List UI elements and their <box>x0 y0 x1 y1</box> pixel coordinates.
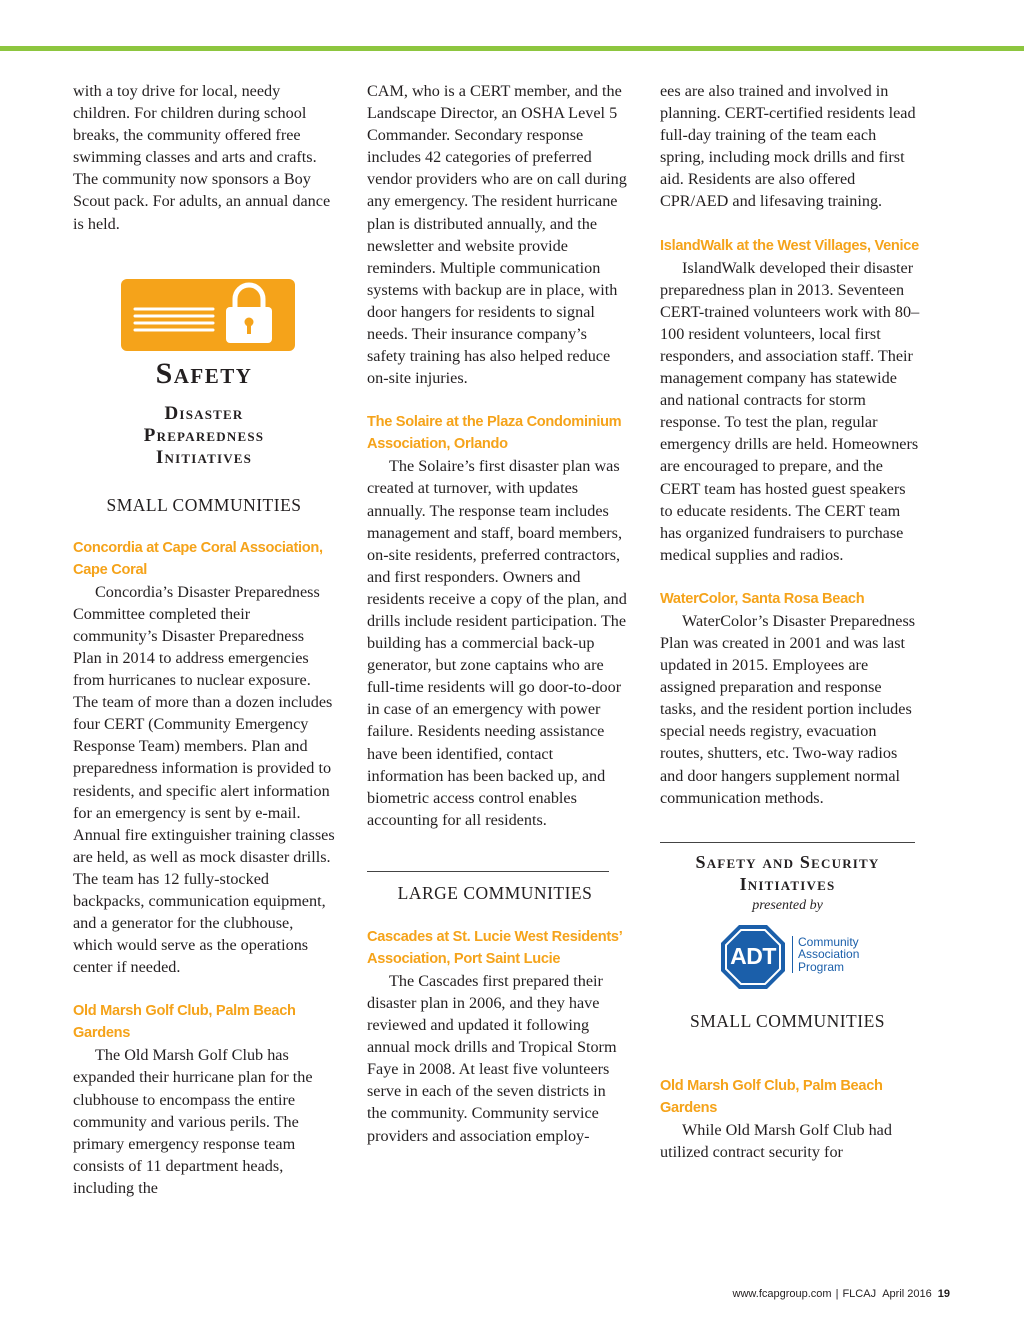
adt-program-line-3: Program <box>798 959 845 974</box>
entry-text-islandwalk: IslandWalk developed their disaster preparedness plan in 2013. Seventeen CERT-trained volunteers work with 80–100 resident volunteers, local first responders, and association staff. Their management company has statewide and national contracts for storm response. To test the plan, regular emergency drills are held. Homeowners are encouraged to prepare, and the CERT team has hosted guest speakers to educate residents. The CERT team has organized fundraisers to purchase medical supplies and radios. <box>660 258 920 564</box>
entry-name-islandwalk: IslandWalk at the West Villages, Venice <box>660 237 919 254</box>
small-communities-heading: SMALL COMMUNITIES <box>689 1010 885 1031</box>
adt-logo-text: ADT <box>730 942 776 969</box>
footer-magazine: FLCAJ <box>842 1288 877 1300</box>
adt-logo <box>660 924 922 994</box>
entry-text-concordia: Concordia’s Disaster Preparedness Committee completed their community’s Disaster Preparedness Plan in 2014 to address emergencies from hurricanes to nuclear exposure. The team of more than a dozen includes four CERT (Community Emergency Response Team) members. Plan and preparedness information is provided to residents, and specific alert information for an emergency is sent by e-mail. Annual fire extinguisher training classes are held, as well as mock disaster drills. The team has 12 fully-stocked backpacks, communication equipment, and a generator for the clubhouse, which would serve as the operations center if needed. <box>73 582 335 977</box>
entry-text-solaire: The Solaire’s first disaster plan was created at turnover, with updates annually. The response team includes management and staff, board members, on-site residents, preferred contractors, and first responders. Owners and residents receive a copy of the plan, and drills include resident participation. The building has a commercial back-up generator, but zone captains who are full-time residents will go door-to-door in case of an emergency with power failure. Residents needing assistance have been identified, contact information has been backed up, and biometric access control enables accounting for all residents. <box>367 457 627 829</box>
entry-name-concordia: Concordia at Cape Coral Association, Cape Coral <box>73 539 323 578</box>
safety-subtitle-line-2: Preparedness <box>143 424 265 446</box>
safety-subtitle-line-3: Initiatives <box>155 446 253 468</box>
entry-name-old-marsh: Old Marsh Golf Club, Palm Beach Gardens <box>73 1003 296 1042</box>
safety-subtitle-line-1: Disaster <box>164 402 244 424</box>
page-footer: www.fcapgroup.com | FLCAJ April 2016 19 <box>732 1288 950 1300</box>
column-3 <box>660 80 922 1163</box>
large-communities-heading: LARGE COMMUNITIES <box>397 882 593 903</box>
section-divider <box>367 871 609 872</box>
adt-program-name <box>792 936 859 974</box>
entry-text-cascades: The Cascades first prepared their disaster plan in 2006, and they have reviewed and updated it following annual mock drills and Tropical Storm Faye in 2008. At least five volunteers serve in each of the seven districts in the community. Community service providers and association employ- <box>367 971 617 1145</box>
section-divider <box>660 842 915 843</box>
entry-text-old-marsh: The Old Marsh Golf Club has expanded their hurricane plan for the clubhouse to encompass the entire community and various perils. The primary emergency response team consists of 11 department heads, including the <box>73 1046 313 1197</box>
security-initiatives-title-line-2: Initiatives <box>739 873 836 894</box>
small-communities-heading: SMALL COMMUNITIES <box>106 494 302 515</box>
top-accent-bar <box>0 46 1024 51</box>
presented-by-label: presented by <box>752 897 823 913</box>
entry-text-old-marsh-security: While Old Marsh Golf Club had utilized contract security for <box>660 1120 892 1161</box>
padlock-icon <box>121 279 295 351</box>
footer-date: April 2016 <box>882 1288 932 1300</box>
column-1 <box>73 80 335 1199</box>
safety-badge <box>121 279 295 351</box>
column-2 <box>367 80 629 1147</box>
adt-program-line-1: Community <box>798 934 859 949</box>
entry-name-watercolor: WaterColor, Santa Rosa Beach <box>660 590 865 607</box>
adt-program-line-2: Association <box>798 947 860 962</box>
entry-name-cascades: Cascades at St. Lucie West Residents’ Association, Port Saint Lucie <box>367 928 622 967</box>
footer-website: www.fcapgroup.com <box>732 1288 832 1300</box>
safety-title: Safety <box>155 356 253 390</box>
col2-continued-text: CAM, who is a CERT member, and the Landscape Director, an OSHA Level 5 Commander. Secondary response includes 42 categories of preferred vendor providers who are on call during any emergency. The resident hurricane plan is distributed annually, and the newsletter and website provide reminders. Multiple communication systems with backup are in place, with door hangers for residents to signal needs. Their insurance company’s safety training has also helped reduce on-site injuries. <box>367 82 627 388</box>
page-number: 19 <box>937 1288 950 1300</box>
entry-name-old-marsh-security: Old Marsh Golf Club, Palm Beach Gardens <box>660 1077 883 1116</box>
col1-continued-text: with a toy drive for local, needy children. For children during school breaks, the community offered free swimming classes and arts and crafts. The community now sponsors a Boy Scout pack. For adults, an annual dance is held. <box>73 82 331 233</box>
col3-continued-text: ees are also trained and involved in planning. CERT-certified residents lead full-day training of the team each spring, including mock drills and first aid. Residents are also offered CPR/AED and lifesaving training. <box>660 82 916 211</box>
security-initiatives-title-line-1: Safety and Security <box>695 851 880 872</box>
entry-name-solaire: The Solaire at the Plaza Condominium Association, Orlando <box>367 414 622 453</box>
entry-text-watercolor: WaterColor’s Disaster Preparedness Plan was created in 2001 and was last updated in 2015. Employees are assigned preparation and response tasks, and the resident portion includes special needs registry, evacuation routes, shutters, etc. Two-way radios and door hangers supplement normal communication methods. <box>660 611 916 807</box>
